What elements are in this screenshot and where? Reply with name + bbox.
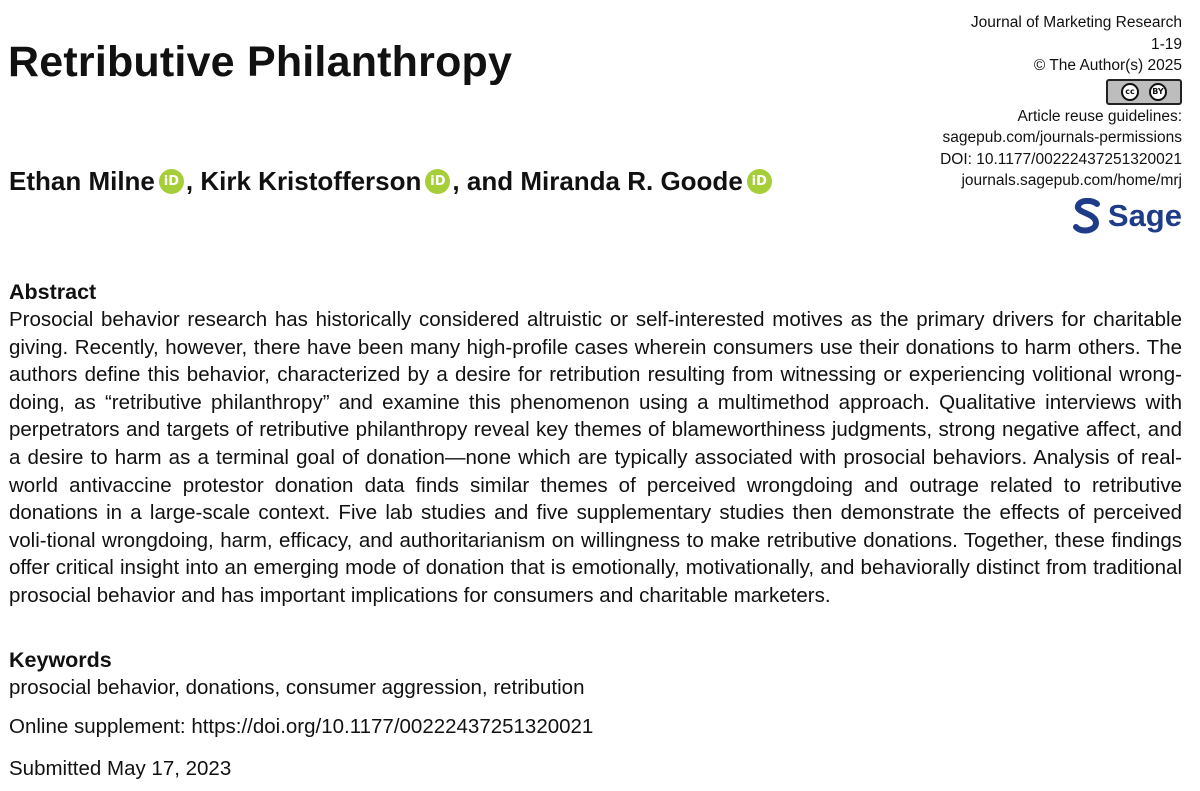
journal-url[interactable]: journals.sagepub.com/home/mrj: [961, 172, 1182, 189]
license-row: [882, 77, 1182, 106]
journal-name: Journal of Marketing Research: [970, 14, 1182, 31]
author-name[interactable]: Ethan Milne: [9, 166, 155, 196]
reuse-guidelines-link[interactable]: sagepub.com/journals-permissions: [942, 129, 1182, 146]
sage-s-icon: [1073, 198, 1101, 234]
author-list: [9, 163, 772, 199]
author-separator: ,: [185, 166, 201, 196]
abstract-heading: Abstract: [9, 280, 97, 304]
doi[interactable]: DOI: 10.1177/00222437251320021: [940, 150, 1182, 168]
copyright-notice: © The Author(s) 2025: [1033, 57, 1182, 74]
orcid-icon[interactable]: iD: [747, 169, 772, 194]
publisher-name: Sage: [1107, 197, 1182, 233]
attribution-icon: BY: [1149, 83, 1167, 101]
keywords-heading: Keywords: [9, 648, 112, 672]
keywords-list: prosocial behavior, donations, consumer aggression, retribution: [9, 676, 585, 699]
online-supplement-link[interactable]: Online supplement: https://doi.org/10.1177/00222437251320021: [9, 715, 594, 738]
article-title: Retributive Philanthropy: [8, 38, 513, 86]
author-separator: , and: [452, 166, 521, 196]
publication-metadata: [882, 12, 1182, 240]
author-name[interactable]: Miranda R. Goode: [520, 166, 743, 196]
publisher-logo[interactable]: [1073, 198, 1182, 234]
orcid-icon[interactable]: iD: [159, 169, 184, 194]
page-range: 1-19: [1150, 35, 1182, 53]
reuse-guidelines-label: Article reuse guidelines:: [1017, 107, 1182, 125]
abstract-body: Prosocial behavior research has historically considered altruistic or self-interested motives as the primary drivers for charitable giving. Recently, however, there have been many high-profile cases wherein consumers use their donations to harm others. The authors define this behavior, characterized by a desire for retribution resulting from witnessing or experiencing volitional wrong-doing, as “retributive philanthropy” and examine this phenomenon using a multimethod approach. Qualitative interviews with perpetrators and targets of retributive philanthropy reveal key themes of blameworthiness judgments, strong negative affect, and a desire to harm as a terminal goal of donation—none which are typically associated with prosocial behaviors. Analysis of real-world antivaccine protestor donation data finds similar themes of perceived wrongdoing and outrage related to retributive donations in a large-scale context. Five lab studies and five supplementary studies then demonstrate the effects of perceived voli-tional wrongdoing, harm, efficacy, and authoritarianism on willingness to make retributive donations. Together, these findings offer critical insight into an emerging mode of donation that is emotionally, motivationally, and behaviorally distinct from traditional prosocial behavior and has important implications for consumers and charitable marketers.: [9, 308, 1182, 607]
orcid-icon[interactable]: iD: [425, 169, 450, 194]
cc-by-icon[interactable]: [1106, 79, 1182, 105]
author-name[interactable]: Kirk Kristofferson: [200, 166, 422, 196]
submission-date: Submitted May 17, 2023: [9, 757, 232, 780]
publisher-logo-row: [882, 192, 1182, 241]
cc-icon: cc: [1121, 83, 1139, 101]
